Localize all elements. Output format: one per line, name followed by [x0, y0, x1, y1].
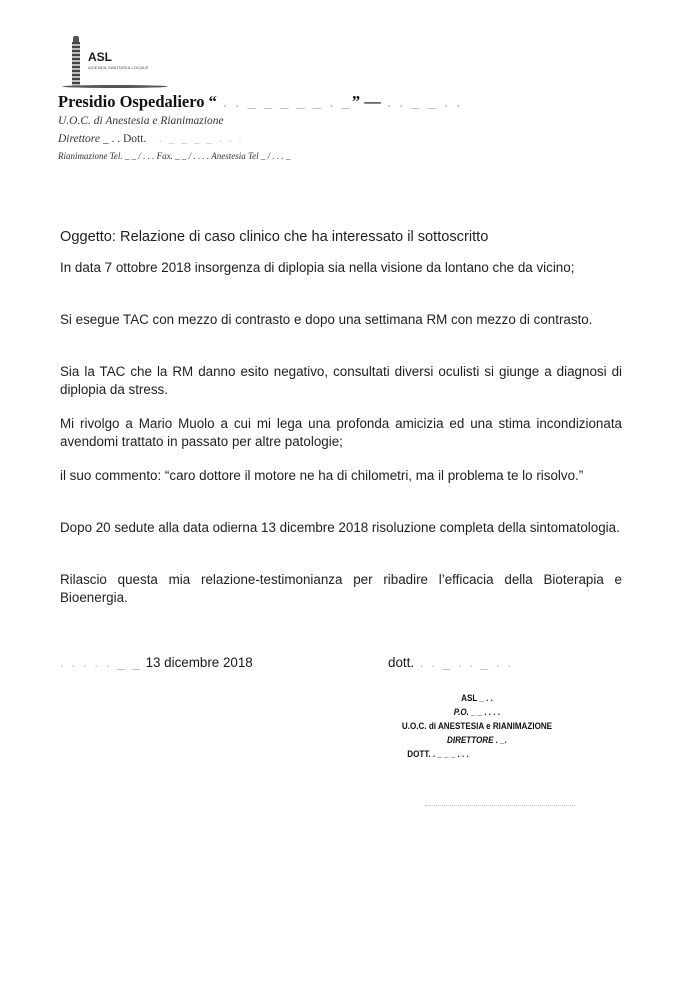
handwritten-signature [425, 795, 575, 806]
director-mid: _ . . Dott. [102, 133, 147, 145]
redacted-text: . _ _ _ _ . . . [149, 133, 244, 145]
signature-label: dott. [388, 655, 415, 670]
redacted-text: . . . . . _ _ [60, 655, 142, 670]
hospital-prefix: Presidio Ospedaliero “ [58, 92, 217, 111]
signature-name [388, 655, 513, 670]
paragraph: Mi rivolgo a Mario Muolo a cui mi lega una profonda amicizia ed una stima incondizionata avendomi trattato in passato per altre patologie; [60, 416, 622, 449]
paragraph: il suo commento: “caro dottore il motore ne ha di chilometri, ma il problema te lo risolvo.” [60, 468, 584, 483]
logo-subtext: AZIENDA SANITARIA LOCALE [88, 65, 149, 70]
paragraph: Rilascio questa mia relazione-testimonianza per ribadire l’efficacia della Bioterapia e Bioenergia. [60, 572, 622, 605]
stamp-line: DOTT. . _ _ _ . . . [407, 749, 469, 760]
hospital-name [58, 92, 463, 112]
lighthouse-icon [72, 42, 80, 86]
director-line [58, 133, 244, 145]
letter-date [60, 655, 253, 670]
paragraph: In data 7 ottobre 2018 insorgenza di diplopia sia nella visione da lontano che da vicino; [60, 260, 575, 275]
redacted-text: . . _ . . _ . . [414, 655, 514, 670]
stamp-line: ASL _ . . [461, 693, 493, 704]
stamp-line: U.O.C. di ANESTESIA e RIANIMAZIONE [401, 721, 553, 732]
redacted-text: . . _ _ _ _ _ . _ [216, 92, 352, 111]
logo-base [62, 85, 168, 88]
asl-logo [60, 38, 170, 90]
paragraph: Sia la TAC che la RM danno esito negativo, consultati diversi oculisti si giunge a diagnosi di diplopia da stress. [60, 364, 622, 397]
redacted-text: . . _ _ . . [380, 92, 463, 111]
date-text: 13 dicembre 2018 [145, 655, 253, 670]
logo-text: ASL [88, 50, 112, 64]
letter-subject: Oggetto: Relazione di caso clinico che ha interessato il sottoscritto [60, 229, 489, 245]
official-stamp [392, 692, 562, 762]
paragraph: Si esegue TAC con mezzo di contrasto e dopo una settimana RM con mezzo di contrasto. [60, 312, 593, 327]
contact-line: Rianimazione Tel. _ _ / . . . Fax. _ _ / . . . . Anestesia Tel _ / . . . _ [58, 151, 291, 161]
director-label: Direttore [58, 133, 100, 145]
paragraph: Dopo 20 sedute alla data odierna 13 dicembre 2018 risoluzione completa della sintomatologia. [60, 520, 620, 535]
stamp-line: P.O. _ _ . . . . [453, 707, 501, 718]
hospital-suffix: ” — [351, 92, 381, 111]
stamp-line: DIRETTORE . _. [447, 735, 507, 746]
department-name: U.O.C. di Anestesia e Rianimazione [58, 115, 224, 127]
